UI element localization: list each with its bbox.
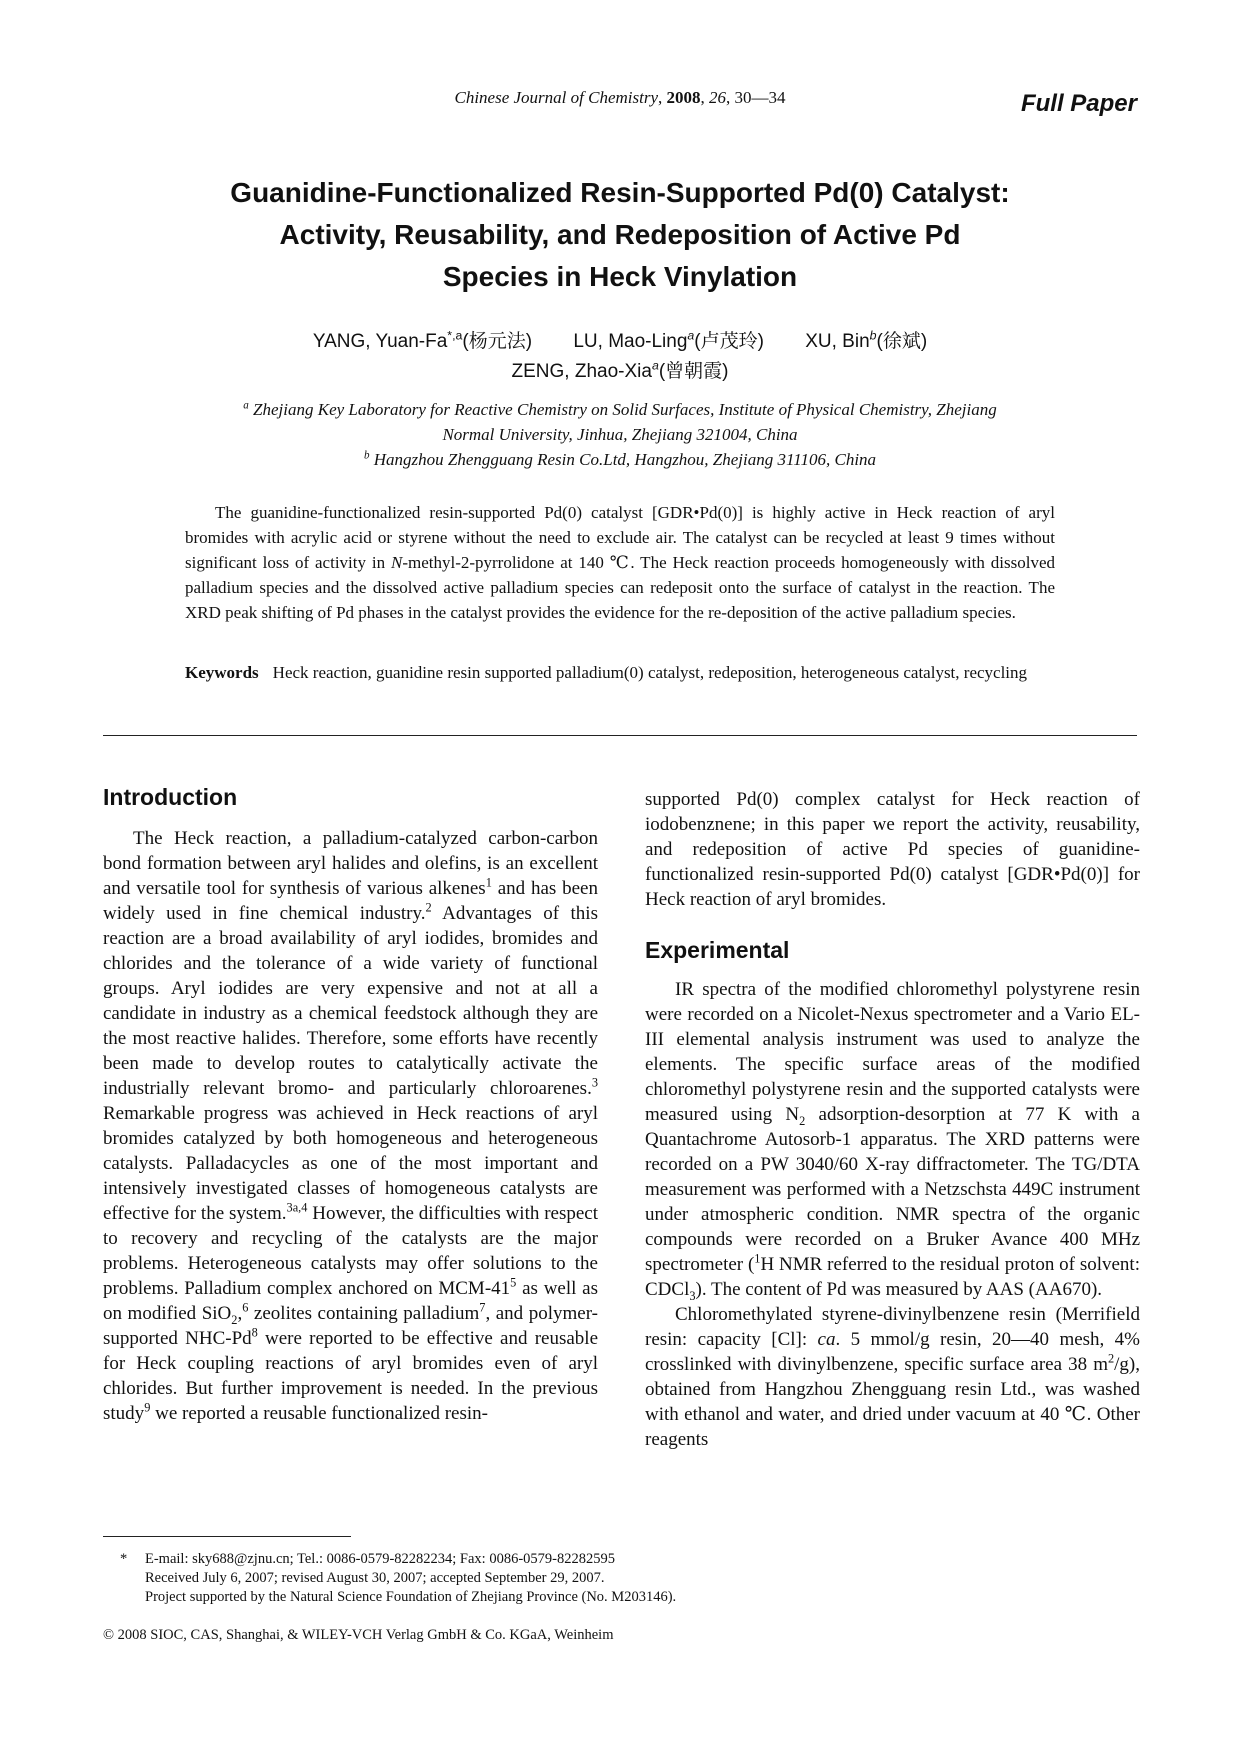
affiliation-text: Hangzhou Zhengguang Resin Co.Ltd, Hangzhou, Zhejiang 311106, China (373, 450, 877, 469)
author-line-1 (0, 326, 1240, 353)
author-marks: a (651, 358, 659, 373)
introduction-continuation: supported Pd(0) complex catalyst for Heck reaction of iodobenznene; in this paper we report the activity, reusability, and redeposition of active Pd species of guanidine-functionalized resin-supported Pd(0) catalyst [GDR•Pd(0)] for Heck reaction of aryl bromides. (645, 789, 1140, 910)
author-line-2 (0, 356, 1240, 383)
author-marks: b (869, 328, 877, 343)
author-name: YANG, Yuan-Fa (312, 331, 448, 352)
journal-volume: 26 (709, 88, 726, 107)
title-line-1: Guanidine-Functionalized Resin-Supported Pd(0) Catalyst: (230, 177, 1010, 208)
experimental-paragraph-2: Chloromethylated styrene-divinylbenzene resin (Merrifield resin: capacity [Cl]: ca. 5 mmol/g resin, 20—40 mesh, 4% crosslinked with divinylbenzene, specific surface area 38 $m^2/g$), obtained from Hangzhou Zhengguang resin Ltd., was washed with ethanol and water, and dried under vacuum at 40 ℃. Other reagents (645, 1304, 1141, 1450)
footnote-funding: Project supported by the Natural Science Foundation of Zhejiang Province (No. M203146). (145, 1589, 677, 1605)
introduction-paragraph: The Heck reaction, a palladium-catalyzed carbon-carbon bond formation between aryl halides and olefins, is an excellent and versatile tool for synthesis of various alkenes$^1$ and has been widely used in fine chemical industry.$^2$ Advantages of this reaction are a broad availability of aryl iodides, bromides and chlorides and the tolerance of a wide variety of functional groups. Aryl iodides are very expensive and not at all a candidate in industry as a chemical feedstock although they are the most reactive halides. Therefore, some efforts have recently been made to develop routes to catalytically activate the industrially relevant bromo- and particularly chloroarenes.$^3$ Remarkable progress was achieved in Heck reactions of aryl bromides catalyzed by both homogeneous and heterogeneous catalysts. Palladacycles as one of the most important and intensively investigated classes of homogeneous catalysts are effective for the system.$^{3a,4}$ However, the difficulties with respect to recovery and recycling of the catalysts are the major problems. Heterogeneous catalysts may offer solutions to the problems. Palladium complex anchored on MCM-$41^5$ as well as on modified SiO$_2$,$^6$ zeolites containing palladium$^7$, and polymer-supported NHC-Pd$^8$ were reported to be effective and reusable for Heck coupling reactions of aryl bromides even of aryl chlorides. But further improvement is needed. In the previous study$^9$ we reported a reusable functionalized resin- (103, 828, 598, 1424)
keywords (185, 660, 1055, 685)
footnotes (120, 1550, 676, 1607)
affiliation-a-line-2: Normal University, Jinhua, Zhejiang 321004, China (442, 425, 798, 444)
author-marks: *,a (447, 328, 463, 343)
copyright-notice: © 2008 SIOC, CAS, Shanghai, & WILEY-VCH Verlag GmbH & Co. KGaA, Weinheim (103, 1627, 614, 1643)
author-xu (805, 328, 928, 352)
abstract: The guanidine-functionalized resin-supported Pd(0) catalyst [GDR•Pd(0)] is highly active in Heck reaction of aryl bromides with acrylic acid or styrene without the need to exclude air. The catalyst can be recycled at least 9 times without significant loss of activity in N-methyl-2-pyrrolidone at 140 ℃. The Heck reaction proceeds homogeneously with dissolved palladium species and the dissolved active palladium species can redeposit onto the surface of catalyst in the reaction. The XRD peak shifting of Pd phases in the catalyst provides the evidence for the re-deposition of the active palladium species. (185, 503, 1055, 622)
journal-citation: Chinese Journal of Chemistry, 2008, 26, 30—34 (454, 88, 786, 107)
author-yang (312, 328, 533, 352)
left-column (103, 785, 598, 1426)
author-name: LU, Mao-Ling (573, 331, 688, 352)
author-zeng (511, 358, 729, 382)
keywords-text: Heck reaction, guanidine resin supported palladium(0) catalyst, redeposition, heterogeneous catalyst, recycling (272, 663, 1028, 682)
author-name: ZENG, Zhao-Xia (511, 361, 652, 382)
footnote-divider (103, 1536, 351, 1537)
keywords-label: Keywords (185, 663, 259, 682)
paper-type-label: Full Paper (1020, 90, 1137, 117)
author-lu (573, 328, 764, 352)
journal-pages: 30—34 (734, 88, 786, 107)
author-chinese-name: (卢茂玲) (694, 331, 764, 352)
author-chinese-name: (杨元法) (462, 331, 533, 352)
introduction-heading: Introduction (103, 784, 238, 810)
title-line-2: Activity, Reusability, and Redeposition of Active Pd (279, 219, 961, 250)
affiliation-a-line-1 (150, 400, 1090, 420)
paper-title (180, 172, 1060, 298)
header-divider (103, 735, 1137, 736)
footnote-received: Received July 6, 2007; revised August 30, 2007; accepted September 29, 2007. (145, 1570, 605, 1586)
journal-year: 2008 (666, 88, 701, 107)
journal-name: Chinese Journal of Chemistry (454, 88, 658, 107)
author-name: XU, Bin (805, 331, 870, 352)
experimental-paragraph-1: IR spectra of the modified chloromethyl polystyrene resin were recorded on a Nicolet-Nexus spectrometer and a Vario EL-III elemental analysis instrument was used to analyze the elements. The specific surface areas of the modified chloromethyl polystyrene resin and the supported catalysts were measured using $N_2$ adsorption-desorption at 77 K with a Quantachrome Autosorb-1 apparatus. The XRD patterns were recorded on a PW 3040/60 X-ray diffractometer. The TG/DTA measurement was performed with a Netzschsta 449C instrument under atmospheric condition. NMR spectra of the organic compounds were recorded on a Bruker Avance 400 MHz spectrometer ($^1$H NMR referred to the residual proton of solvent: CDCl$_3$). The content of Pd was measured by AAS (AA670). (645, 979, 1140, 1303)
affiliation-mark: b (363, 449, 370, 462)
experimental-heading: Experimental (645, 937, 790, 963)
affiliation-b (150, 450, 1090, 470)
author-chinese-name: (徐斌) (876, 331, 928, 352)
affiliation-text: Zhejiang Key Laboratory for Reactive Chemistry on Solid Surfaces, Institute of Physical Chemistry, Zhejiang (253, 400, 997, 419)
affiliation-mark: a (243, 399, 249, 412)
author-marks: a (687, 328, 695, 343)
right-column (645, 787, 1140, 1452)
author-chinese-name: (曾朝霞) (658, 361, 729, 382)
footnote-email: * E-mail: sky688@zjnu.cn; Tel.: 0086-0579-82282234; Fax: 0086-0579-82282595 (120, 1551, 615, 1567)
title-line-3: Species in Heck Vinylation (442, 261, 798, 292)
